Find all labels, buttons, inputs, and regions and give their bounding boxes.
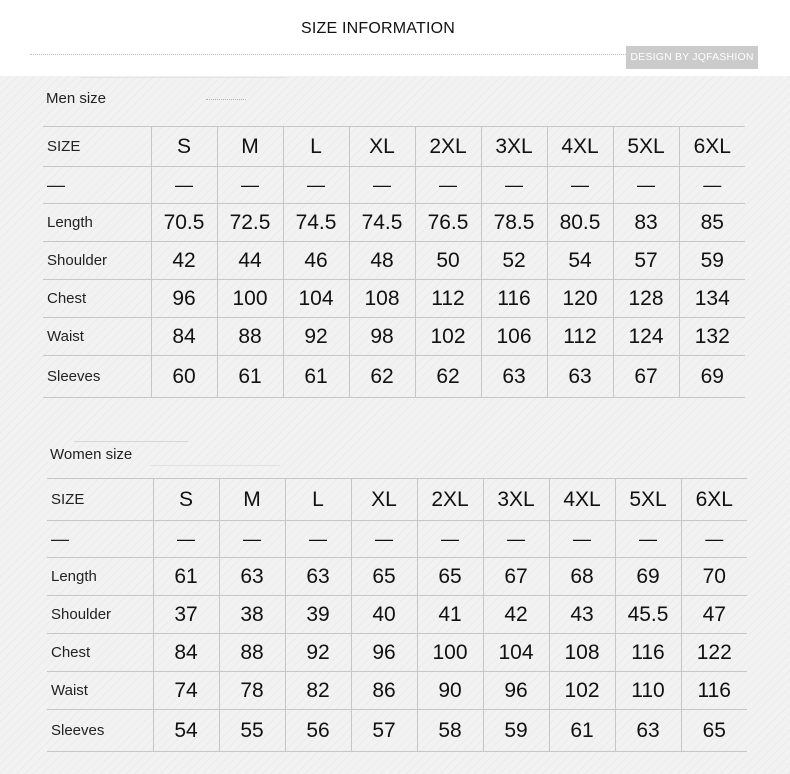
men-table-body xyxy=(43,127,745,398)
measure-value: 43 xyxy=(549,596,615,634)
measure-value: 61 xyxy=(549,710,615,752)
size-header-cell: 4XL xyxy=(549,479,615,521)
measure-value: 74.5 xyxy=(349,204,415,242)
size-header-cell: M xyxy=(219,479,285,521)
measure-value: 55 xyxy=(219,710,285,752)
dash-cell: — xyxy=(615,521,681,558)
dash-cell: — xyxy=(351,521,417,558)
table-row xyxy=(43,356,745,398)
measure-value: 90 xyxy=(417,672,483,710)
measure-value: 45.5 xyxy=(615,596,681,634)
measure-value: 100 xyxy=(417,634,483,672)
measure-value: 57 xyxy=(613,242,679,280)
measure-value: 83 xyxy=(613,204,679,242)
page-title: SIZE INFORMATION xyxy=(300,20,455,37)
dash-cell: — xyxy=(151,167,217,204)
measure-value: 63 xyxy=(285,558,351,596)
measure-value: 54 xyxy=(547,242,613,280)
women-section-title: Women size xyxy=(50,446,133,463)
table-row xyxy=(43,318,745,356)
measure-value: 58 xyxy=(417,710,483,752)
measure-value: 65 xyxy=(681,710,747,752)
measure-value: 108 xyxy=(549,634,615,672)
measure-value: 122 xyxy=(681,634,747,672)
measure-value: 108 xyxy=(349,280,415,318)
size-header-cell: L xyxy=(285,479,351,521)
dash-cell: — xyxy=(43,167,151,204)
measure-value: 124 xyxy=(613,318,679,356)
women-title-underline xyxy=(74,441,188,442)
measure-value: 80.5 xyxy=(547,204,613,242)
men-section-title: Men size xyxy=(46,90,107,107)
measure-value: 47 xyxy=(681,596,747,634)
measure-value: 37 xyxy=(153,596,219,634)
measure-value: 104 xyxy=(283,280,349,318)
size-header-cell: L xyxy=(283,127,349,167)
measure-value: 63 xyxy=(481,356,547,398)
women-title-shadow xyxy=(150,465,280,466)
designer-badge: DESIGN BY JQFASHION xyxy=(626,46,758,69)
table-row xyxy=(43,280,745,318)
measure-value: 100 xyxy=(217,280,283,318)
dash-cell: — xyxy=(483,521,549,558)
measure-value: 78 xyxy=(219,672,285,710)
measure-value: 86 xyxy=(351,672,417,710)
table-row xyxy=(47,558,747,596)
measure-value: 102 xyxy=(549,672,615,710)
table-row xyxy=(47,672,747,710)
measure-value: 41 xyxy=(417,596,483,634)
measure-value: 88 xyxy=(217,318,283,356)
measure-value: 63 xyxy=(547,356,613,398)
dash-cell: — xyxy=(153,521,219,558)
header-bar xyxy=(0,0,790,76)
measure-value: 42 xyxy=(151,242,217,280)
measure-value: 56 xyxy=(285,710,351,752)
measure-value: 104 xyxy=(483,634,549,672)
measure-value: 110 xyxy=(615,672,681,710)
dash-cell: — xyxy=(481,167,547,204)
measure-value: 85 xyxy=(679,204,745,242)
measure-value: 50 xyxy=(415,242,481,280)
measure-value: 84 xyxy=(153,634,219,672)
measure-value: 92 xyxy=(283,318,349,356)
table-header-row xyxy=(43,127,745,167)
measure-value: 92 xyxy=(285,634,351,672)
measure-value: 112 xyxy=(415,280,481,318)
measure-value: 67 xyxy=(483,558,549,596)
measure-value: 96 xyxy=(151,280,217,318)
measure-value: 48 xyxy=(349,242,415,280)
dash-cell: — xyxy=(217,167,283,204)
dash-cell: — xyxy=(283,167,349,204)
measure-value: 134 xyxy=(679,280,745,318)
measure-value: 46 xyxy=(283,242,349,280)
measure-value: 69 xyxy=(615,558,681,596)
dash-cell: — xyxy=(681,521,747,558)
measure-value: 112 xyxy=(547,318,613,356)
measure-value: 40 xyxy=(351,596,417,634)
dash-cell: — xyxy=(417,521,483,558)
measure-value: 60 xyxy=(151,356,217,398)
measure-label: Length xyxy=(47,558,153,596)
measure-value: 54 xyxy=(153,710,219,752)
measure-value: 69 xyxy=(679,356,745,398)
measure-value: 96 xyxy=(483,672,549,710)
table-row xyxy=(47,634,747,672)
measure-value: 116 xyxy=(481,280,547,318)
measure-label: Waist xyxy=(47,672,153,710)
measure-value: 120 xyxy=(547,280,613,318)
measure-label: Chest xyxy=(43,280,151,318)
measure-label: Length xyxy=(43,204,151,242)
size-column-label: SIZE xyxy=(43,127,151,167)
measure-label: Waist xyxy=(43,318,151,356)
women-size-table xyxy=(47,478,747,752)
measure-value: 88 xyxy=(219,634,285,672)
measure-value: 78.5 xyxy=(481,204,547,242)
measure-value: 72.5 xyxy=(217,204,283,242)
dash-cell: — xyxy=(613,167,679,204)
dash-cell: — xyxy=(219,521,285,558)
measure-value: 116 xyxy=(681,672,747,710)
dash-cell: — xyxy=(415,167,481,204)
measure-value: 74.5 xyxy=(283,204,349,242)
dash-cell: — xyxy=(679,167,745,204)
measure-value: 59 xyxy=(483,710,549,752)
dash-cell: — xyxy=(549,521,615,558)
measure-value: 62 xyxy=(415,356,481,398)
header-dotted-divider xyxy=(30,54,626,55)
dash-cell: — xyxy=(47,521,153,558)
measure-value: 61 xyxy=(153,558,219,596)
measure-value: 65 xyxy=(417,558,483,596)
measure-value: 70.5 xyxy=(151,204,217,242)
table-row xyxy=(47,710,747,752)
measure-label: Sleeves xyxy=(47,710,153,752)
table-row xyxy=(47,521,747,558)
measure-value: 128 xyxy=(613,280,679,318)
size-header-cell: 2XL xyxy=(415,127,481,167)
size-header-cell: 3XL xyxy=(483,479,549,521)
table-row xyxy=(47,596,747,634)
measure-value: 96 xyxy=(351,634,417,672)
dash-cell: — xyxy=(547,167,613,204)
measure-value: 82 xyxy=(285,672,351,710)
table-row xyxy=(43,167,745,204)
measure-value: 74 xyxy=(153,672,219,710)
size-header-cell: M xyxy=(217,127,283,167)
table-row xyxy=(43,204,745,242)
measure-value: 98 xyxy=(349,318,415,356)
measure-value: 61 xyxy=(283,356,349,398)
measure-value: 65 xyxy=(351,558,417,596)
measure-value: 116 xyxy=(615,634,681,672)
size-header-cell: S xyxy=(151,127,217,167)
size-header-cell: 3XL xyxy=(481,127,547,167)
size-header-cell: S xyxy=(153,479,219,521)
measure-value: 62 xyxy=(349,356,415,398)
size-header-cell: 5XL xyxy=(615,479,681,521)
measure-label: Chest xyxy=(47,634,153,672)
measure-value: 38 xyxy=(219,596,285,634)
measure-value: 106 xyxy=(481,318,547,356)
size-header-cell: XL xyxy=(349,127,415,167)
dash-cell: — xyxy=(285,521,351,558)
size-header-cell: 6XL xyxy=(681,479,747,521)
measure-value: 132 xyxy=(679,318,745,356)
size-header-cell: XL xyxy=(351,479,417,521)
measure-label: Shoulder xyxy=(43,242,151,280)
size-header-cell: 6XL xyxy=(679,127,745,167)
measure-value: 70 xyxy=(681,558,747,596)
measure-value: 61 xyxy=(217,356,283,398)
measure-value: 68 xyxy=(549,558,615,596)
size-column-label: SIZE xyxy=(47,479,153,521)
size-header-cell: 5XL xyxy=(613,127,679,167)
measure-value: 44 xyxy=(217,242,283,280)
dash-cell: — xyxy=(349,167,415,204)
measure-value: 39 xyxy=(285,596,351,634)
measure-value: 52 xyxy=(481,242,547,280)
measure-label: Shoulder xyxy=(47,596,153,634)
measure-value: 76.5 xyxy=(415,204,481,242)
measure-value: 102 xyxy=(415,318,481,356)
measure-value: 67 xyxy=(613,356,679,398)
men-title-underline xyxy=(80,77,286,78)
measure-value: 59 xyxy=(679,242,745,280)
measure-value: 63 xyxy=(615,710,681,752)
men-size-table xyxy=(43,126,745,398)
men-title-dots xyxy=(206,99,246,100)
size-header-cell: 2XL xyxy=(417,479,483,521)
measure-value: 57 xyxy=(351,710,417,752)
measure-label: Sleeves xyxy=(43,356,151,398)
women-table-body xyxy=(47,479,747,752)
measure-value: 42 xyxy=(483,596,549,634)
table-header-row xyxy=(47,479,747,521)
table-row xyxy=(43,242,745,280)
measure-value: 84 xyxy=(151,318,217,356)
size-header-cell: 4XL xyxy=(547,127,613,167)
measure-value: 63 xyxy=(219,558,285,596)
